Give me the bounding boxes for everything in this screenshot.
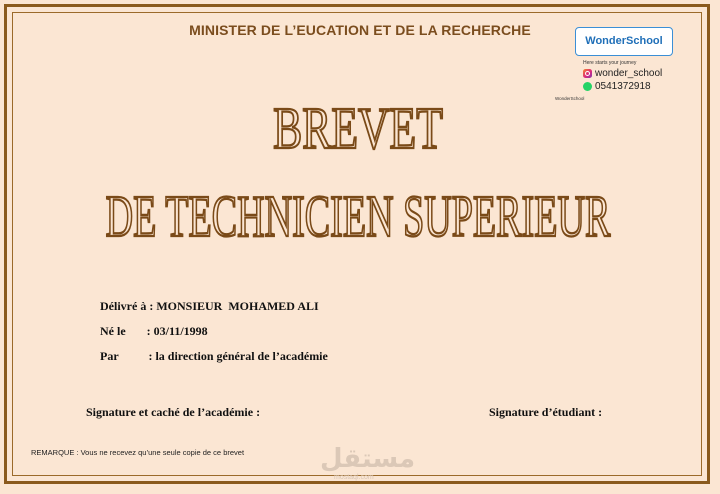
- field-delivered-to: [88, 285, 328, 313]
- academy-signature-label: Signature et caché de l’académie :: [86, 405, 261, 419]
- field-label: Par :: [100, 349, 156, 363]
- phone-text: 0541372918: [595, 81, 651, 92]
- watermark-url: mostaql.com: [334, 474, 374, 481]
- whatsapp-icon: [583, 82, 592, 91]
- student-signature-label: Signature d’étudiant :: [489, 405, 603, 419]
- instagram-text: wonder_school: [595, 68, 663, 79]
- ministry-heading: MINISTER DE L’EUCATION ET DE LA RECHERCHE: [189, 22, 531, 38]
- field-value: MONSIEUR MOHAMED ALI: [156, 299, 319, 313]
- remark-note: REMARQUE : Vous ne recevez qu’une seule copie de ce brevet: [31, 448, 245, 457]
- phone-number: [583, 81, 651, 92]
- logo-tagline: Here starts your journey: [583, 60, 637, 66]
- recipient-details: [88, 285, 328, 363]
- field-label: Délivré à :: [100, 299, 157, 313]
- instagram-handle: [583, 68, 662, 79]
- field-value: 03/11/1998: [153, 324, 208, 338]
- instagram-icon: [583, 69, 592, 78]
- title-line-technicien: DE TECHNICIEN SUPERIEUR: [105, 183, 611, 250]
- field-label: Né le :: [100, 324, 154, 338]
- title-line-brevet: BREVET: [273, 96, 443, 162]
- watermark: مستقل: [320, 444, 416, 474]
- field-value: la direction général de l’académie: [155, 349, 328, 363]
- field-issued-by: [88, 335, 328, 363]
- field-birth-date: [88, 310, 328, 338]
- logo-small-text: WonderSchool: [555, 96, 585, 101]
- wonderschool-logo: WonderSchool: [575, 27, 673, 56]
